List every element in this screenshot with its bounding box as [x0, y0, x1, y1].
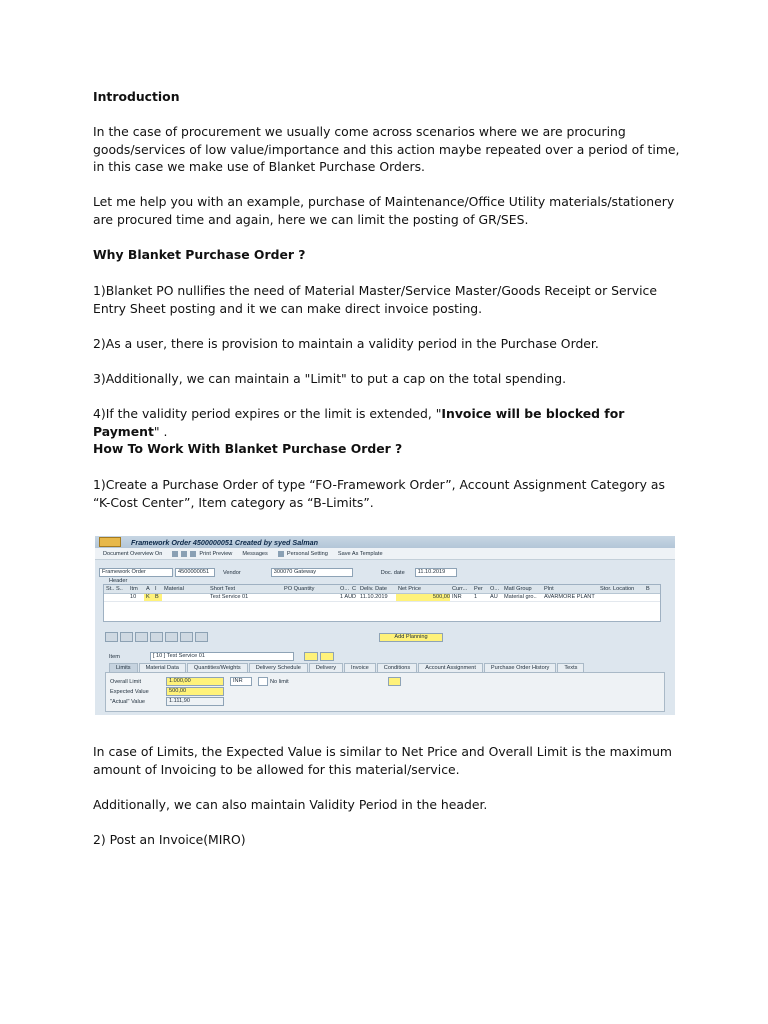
tab-invoice[interactable]: Invoice: [344, 663, 376, 672]
why-point-4: [93, 405, 683, 440]
col-per: Per: [474, 586, 483, 592]
grid-toolbar: [105, 632, 210, 642]
overall-limit-label: Overall Limit: [110, 678, 142, 685]
cell-matl-group: Material gro..: [504, 594, 537, 600]
how-step-1: 1)Create a Purchase Order of type “FO-Framework Order”, Account Assignment Category as “K-Cost Center”, Item category as “B-Limits”.: [93, 477, 665, 510]
tab-material-data[interactable]: Material Data: [139, 663, 186, 672]
col-deliv-date: Deliv. Date: [360, 586, 387, 592]
post-invoice-step: 2) Post an Invoice(MIRO): [93, 832, 246, 847]
po-number-field[interactable]: 4500000051: [175, 568, 215, 577]
header-fields-row: [99, 568, 457, 577]
limit-details-icon[interactable]: [388, 677, 401, 686]
col-unit: O...: [340, 586, 350, 592]
vendor-field[interactable]: 300070 Gateway: [271, 568, 353, 577]
table-row[interactable]: [104, 594, 660, 602]
menu-document-overview[interactable]: Document Overview On: [103, 550, 163, 557]
filter-icon[interactable]: [150, 632, 163, 642]
cell-po-qty: [282, 594, 338, 601]
limits-explanation: In case of Limits, the Expected Value is similar to Net Price and Overall Limit is the maximum amount of Invoicing to be allowed for this material/service.: [93, 744, 672, 777]
cell-short-text: Test Service 01: [210, 594, 249, 600]
item-down-icon[interactable]: [320, 652, 334, 661]
cell-unit: 1 AU: [340, 594, 353, 600]
validity-period-note: Additionally, we can also maintain Validity Period in the header.: [93, 797, 488, 812]
col-cat: I: [155, 586, 157, 592]
currency-field[interactable]: INR: [230, 677, 252, 686]
why-heading: Why Blanket Purchase Order ?: [93, 247, 306, 262]
sap-menu-icon: [99, 537, 121, 547]
no-limit-checkbox[interactable]: [258, 677, 268, 686]
no-limit-label: No limit: [270, 678, 289, 685]
tab-limits[interactable]: Limits: [109, 663, 138, 672]
sap-title: Framework Order 4500000051 Created by syed Salman: [131, 537, 318, 547]
col-opu: O...: [490, 586, 500, 592]
settings-icon[interactable]: [195, 632, 208, 642]
cell-material: [162, 594, 208, 601]
expected-value-label: Expected Value: [110, 688, 149, 695]
item-selector-row: [109, 652, 334, 661]
cell-item: 10: [130, 594, 137, 600]
why-point-2: 2)As a user, there is provision to maintain a validity period in the Purchase Order.: [93, 336, 599, 351]
why-point-4-pre: 4)If the validity period expires or the limit is extended, ": [93, 406, 442, 421]
cell-acct: K: [144, 594, 153, 601]
sap-screenshot: [95, 536, 675, 715]
actual-value-field: 1.111,90: [166, 697, 224, 706]
cell-status: [104, 594, 128, 601]
grid-header: [104, 585, 660, 594]
detail-icon[interactable]: [105, 632, 118, 642]
tab-conditions[interactable]: Conditions: [377, 663, 417, 672]
doc-type-select[interactable]: Framework Order: [99, 568, 173, 577]
add-planning-row: [379, 633, 443, 642]
vendor-label: Vendor: [223, 569, 241, 576]
expected-value-row: [110, 687, 224, 696]
item-select[interactable]: [ 10 ] Test Service 01: [150, 652, 294, 661]
expected-value-field[interactable]: 500,00: [166, 687, 224, 696]
sap-title-bar: [95, 536, 675, 548]
cell-net-price: 500,00: [396, 594, 450, 601]
menu-messages[interactable]: Messages: [242, 550, 268, 557]
tab-po-history[interactable]: Purchase Order History: [484, 663, 556, 672]
why-point-1: 1)Blanket PO nullifies the need of Material Master/Service Master/Goods Receipt or Service Entry Sheet posting and it we can make direct invoice posting.: [93, 283, 657, 316]
col-net-price: Net Price: [398, 586, 422, 592]
copy-icon[interactable]: [120, 632, 133, 642]
cell-curr: INR: [452, 594, 462, 600]
intro-heading: Introduction: [93, 89, 180, 104]
menu-personal-setting[interactable]: Personal Setting: [286, 550, 328, 557]
overall-limit-row: [110, 677, 289, 686]
cell-plant: AVARMORE PLANT: [544, 594, 595, 600]
cell-cat: B: [153, 594, 162, 601]
menu-print-preview[interactable]: Print Preview: [199, 550, 233, 557]
col-plant: Plnt: [544, 586, 554, 592]
tab-quantities[interactable]: Quantities/Weights: [187, 663, 248, 672]
info-icon[interactable]: [278, 551, 284, 557]
how-heading: How To Work With Blanket Purchase Order ?: [93, 441, 403, 456]
cell-stor-location: [598, 594, 644, 601]
col-curr: Curr...: [452, 586, 468, 592]
item-detail-tabs: [109, 663, 585, 672]
edit-icon[interactable]: [181, 551, 187, 557]
tab-delivery-schedule[interactable]: Delivery Schedule: [249, 663, 308, 672]
example-paragraph: Let me help you with an example, purchase of Maintenance/Office Utility materials/stationery are procured time and again, here we can limit the posting of GR/SES.: [93, 194, 675, 227]
doc-date-field[interactable]: 11.10.2019: [415, 568, 457, 577]
col-b: B: [646, 586, 650, 592]
sap-toolbar: [95, 548, 675, 560]
sort-icon[interactable]: [165, 632, 178, 642]
tab-delivery[interactable]: Delivery: [309, 663, 343, 672]
cell-opu: AU: [490, 594, 498, 600]
menu-save-template[interactable]: Save As Template: [337, 550, 383, 557]
item-label: Item: [109, 653, 120, 660]
col-item: Itm: [130, 586, 138, 592]
overall-limit-field[interactable]: 1.000,00: [166, 677, 224, 686]
col-c: C: [352, 586, 357, 592]
new-document-icon[interactable]: [172, 551, 178, 557]
tab-texts[interactable]: Texts: [557, 663, 584, 672]
why-point-4-post: " .: [153, 423, 168, 439]
col-acct: A: [146, 586, 150, 592]
delete-icon[interactable]: [135, 632, 148, 642]
col-material: Material: [164, 586, 184, 592]
limits-panel: [105, 672, 665, 712]
print-icon[interactable]: [190, 551, 196, 557]
actual-value-label: "Actual" Value: [110, 698, 145, 705]
add-planning-button[interactable]: Add Planning: [379, 633, 443, 642]
header-label: Header: [109, 578, 128, 584]
item-up-icon[interactable]: [304, 652, 318, 661]
cell-deliv-date: 11.10.2019: [360, 594, 388, 600]
actual-value-row: [110, 697, 224, 706]
cell-c: D: [352, 594, 357, 600]
col-po-qty: PO Quantity: [284, 586, 315, 592]
col-status: St.. S..: [106, 586, 123, 592]
col-stor-location: Stor. Location: [600, 586, 635, 592]
intro-paragraph: In the case of procurement we usually come across scenarios where we are procuring goods/services of low value/importance and this action maybe repeated over a period of time, in this case we make use of Blanket Purchase Orders.: [93, 124, 680, 174]
cell-per: 1: [474, 594, 478, 600]
col-matl-group: Matl Group: [504, 586, 532, 592]
why-point-3: 3)Additionally, we can maintain a "Limit" to put a cap on the total spending.: [93, 371, 567, 386]
why-point-4-bold: Invoice will be blocked for Payment: [93, 406, 625, 439]
select-icon[interactable]: [180, 632, 193, 642]
cell-b: [644, 594, 654, 601]
item-overview-grid: [103, 584, 661, 622]
col-short-text: Short Text: [210, 586, 236, 592]
tab-account-assignment[interactable]: Account Assignment: [418, 663, 483, 672]
doc-date-label: Doc. date: [380, 569, 405, 576]
